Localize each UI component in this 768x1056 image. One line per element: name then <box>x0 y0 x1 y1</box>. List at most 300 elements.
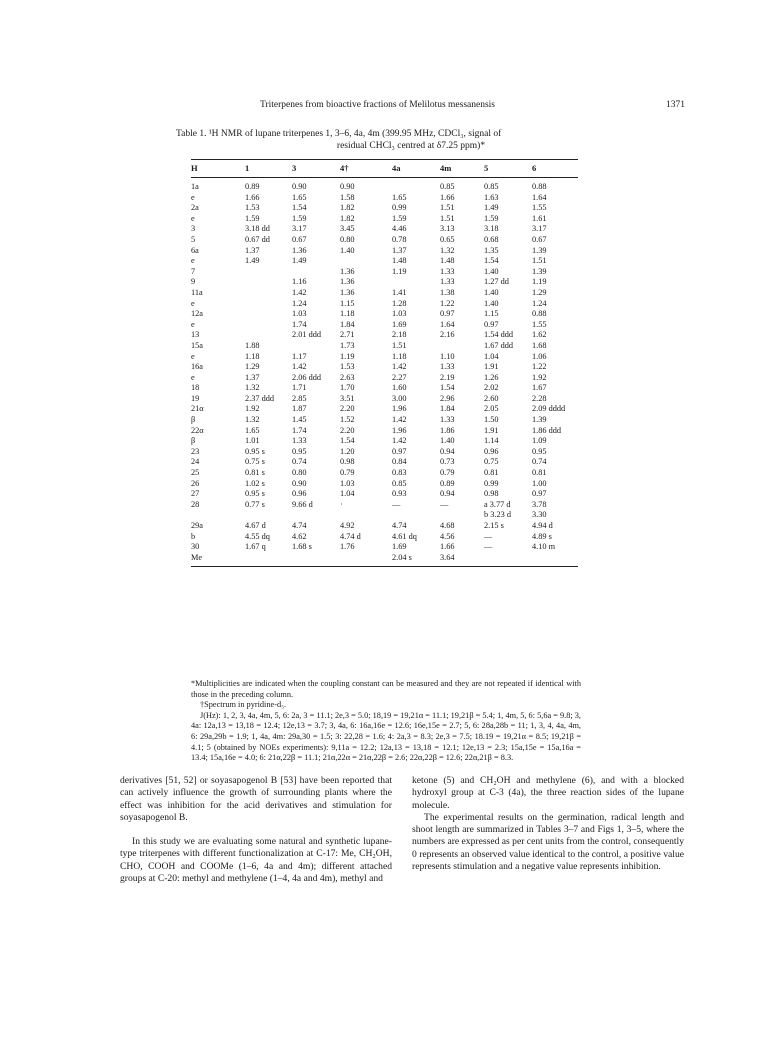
shift-cell: 1.32 <box>245 383 260 393</box>
shift-cell: 2.85 <box>292 393 307 403</box>
shift-cell: 1.49 <box>484 203 499 213</box>
shift-cell: 1.64 <box>532 192 547 202</box>
shift-cell <box>245 330 292 341</box>
shift-cell: 2.37 ddd <box>245 393 275 403</box>
shift-cell: 0.67 <box>532 234 547 244</box>
shift-cell: 0.65 <box>440 234 455 244</box>
shift-cell: 1.40 <box>484 266 499 276</box>
table-row <box>191 214 578 225</box>
shift-cell <box>292 553 340 567</box>
shift-cell: b 3.23 d <box>484 510 511 520</box>
shift-cell: 1.16 <box>292 277 307 287</box>
shift-cell: 0.97 <box>392 446 407 456</box>
shift-cell: 1.82 <box>340 203 355 213</box>
shift-cell: 1.65 <box>392 192 407 202</box>
shift-cell <box>440 341 484 352</box>
shift-cell: 1.37 <box>245 372 260 382</box>
shift-cell: 1.06 <box>532 351 547 361</box>
shift-cell <box>392 277 440 288</box>
shift-cell <box>245 299 292 310</box>
shift-cell: 1.39 <box>532 266 547 276</box>
left-column <box>120 775 392 885</box>
table-row <box>191 373 578 384</box>
shift-cell: 2.02 <box>484 383 499 393</box>
proton-label-cell: 26 <box>191 478 200 488</box>
shift-cell: 1.61 <box>532 213 547 223</box>
proton-label-cell: e <box>191 256 195 266</box>
proton-label-cell: 9 <box>191 277 196 287</box>
shift-cell: 4.68 <box>440 521 455 530</box>
table-row <box>191 246 578 257</box>
shift-cell: 1.54 <box>340 436 355 446</box>
shift-cell: 2.60 <box>484 393 499 403</box>
shift-cell <box>245 510 292 521</box>
table-row <box>191 404 578 415</box>
table-row <box>191 178 578 193</box>
shift-cell: 1.84 <box>440 404 455 414</box>
shift-cell: 1.32 <box>245 415 260 425</box>
shift-cell: 4.10 m <box>532 542 556 552</box>
shift-cell: 0.90 <box>292 478 307 488</box>
paragraph: The experimental results on the germination, radical length and shoot length are summarized in Tables 3–7 and Figs 1, 3–5, where the numbers are expressed as per cent units from the control, consequently 0 represents an observed value identical to the control, a positive value represents stimulation and a negative value represents inhibition. <box>412 811 685 873</box>
shift-cell: 1.54 ddd <box>484 330 514 340</box>
shift-cell <box>292 267 340 278</box>
shift-cell <box>392 510 440 521</box>
column-header: 3 <box>292 163 297 174</box>
footnote-multiplicities: *Multiplicities are indicated when the coupling constant can be measured and they are not repeated if identical with those in the preceding column. <box>191 679 581 699</box>
shift-cell: 1.18 <box>245 351 260 361</box>
shift-cell: 1.96 <box>392 404 407 414</box>
shift-cell: 1.51 <box>440 203 455 213</box>
shift-cell: 0.95 <box>292 446 307 456</box>
shift-cell: 1.03 <box>292 309 307 319</box>
shift-cell <box>245 320 292 331</box>
shift-cell: 1.17 <box>292 351 307 361</box>
shift-cell: 1.27 dd <box>484 277 509 287</box>
table-caption-line1: Table 1. ¹H NMR of lupane triterpenes 1, 3–6, 4a, 4m (399.95 MHz, CDCl₃, signal of <box>176 129 502 139</box>
shift-cell <box>532 553 578 567</box>
table-row <box>191 542 578 553</box>
shift-cell: 1.67 <box>532 383 547 393</box>
shift-cell: 1.55 <box>532 319 547 329</box>
table-row <box>191 532 578 543</box>
shift-cell: 1.38 <box>440 287 455 297</box>
shift-cell: — <box>484 531 493 541</box>
shift-cell: 3.18 <box>484 224 499 234</box>
shift-cell: 4.74 <box>292 521 307 530</box>
shift-cell: a 3.77 d <box>484 499 511 509</box>
shift-cell: 0.81 <box>484 468 499 478</box>
shift-cell: 1.74 <box>292 425 307 435</box>
shift-cell: 1.29 <box>532 287 547 297</box>
shift-cell: 0.75 s <box>245 457 265 467</box>
shift-cell: 1.04 <box>484 351 499 361</box>
table-caption <box>176 128 646 152</box>
shift-cell: 4.89 s <box>532 531 552 541</box>
paragraph: In this study we are evaluating some natural and synthetic lupane-type triterpenes with different functionalization at C-17: Me, CH₂OH, CHO, COOH and COOMe (1–6, 4a and 4m); different attached groups at C-20: methyl and methylene (1–4, 4a and 4m), methyl and <box>120 836 392 885</box>
shift-cell: 2.16 <box>440 330 455 340</box>
shift-cell: 1.86 <box>440 425 455 435</box>
table-row <box>191 436 578 447</box>
shift-cell: 1.45 <box>292 415 307 425</box>
shift-cell: 0.99 <box>484 478 499 488</box>
column-header: 4a <box>392 163 401 174</box>
shift-cell: 1.15 <box>484 309 499 319</box>
table-row <box>191 426 578 437</box>
shift-cell: 1.48 <box>392 256 407 266</box>
shift-cell: 4.55 dq <box>245 531 270 541</box>
shift-cell: 1.19 <box>532 277 547 287</box>
table-row <box>191 394 578 405</box>
shift-cell: 2.19 <box>440 372 455 382</box>
table-row <box>191 489 578 500</box>
shift-cell: 2.71 <box>340 330 355 340</box>
shift-cell: 1.68 <box>532 340 547 350</box>
proton-label-cell: e <box>191 351 195 361</box>
page-number: 1371 <box>666 100 685 110</box>
footnote-pyridine: †Spectrum in pyridine-d₅. <box>200 700 287 710</box>
shift-cell <box>340 510 392 521</box>
shift-cell: 1.63 <box>484 192 499 202</box>
shift-cell: 1.59 <box>392 213 407 223</box>
shift-cell: 1.51 <box>392 340 407 350</box>
shift-cell: 1.91 <box>484 425 499 435</box>
shift-cell: 1.42 <box>292 362 307 372</box>
shift-cell: 4.46 <box>392 224 407 234</box>
shift-cell: 1.68 s <box>292 542 312 552</box>
table-row <box>191 224 578 235</box>
shift-cell: 0.68 <box>484 234 499 244</box>
shift-cell: 1.64 <box>440 319 455 329</box>
table-row <box>191 267 578 278</box>
shift-cell: 1.37 <box>392 245 407 255</box>
table-header-row <box>191 160 578 178</box>
shift-cell: 1.71 <box>292 383 307 393</box>
shift-cell: 1.66 <box>440 542 455 552</box>
shift-cell: 1.18 <box>392 351 407 361</box>
table-row <box>191 330 578 341</box>
shift-cell: 0.74 <box>292 457 307 467</box>
table-row <box>191 320 578 331</box>
shift-cell <box>245 553 292 567</box>
shift-cell: 1.10 <box>440 351 455 361</box>
proton-label-cell: e <box>191 319 195 329</box>
proton-label-cell: 6a <box>191 245 199 255</box>
column-header: 4m <box>440 163 452 174</box>
shift-cell: 1.51 <box>440 213 455 223</box>
shift-cell: 2.20 <box>340 404 355 414</box>
proton-label-cell: 24 <box>191 457 200 467</box>
shift-cell: 3.51 <box>340 393 355 403</box>
shift-cell: 0.78 <box>392 234 407 244</box>
shift-cell: 0.98 <box>484 489 499 499</box>
table-row <box>191 256 578 267</box>
shift-cell: 0.73 <box>440 457 455 467</box>
proton-label-cell: 16a <box>191 362 203 372</box>
shift-cell: 1.22 <box>532 362 547 372</box>
shift-cell: 0.93 <box>392 489 407 499</box>
shift-cell: 1.59 <box>484 213 499 223</box>
shift-cell: — <box>484 542 493 552</box>
shift-cell: 1.03 <box>392 309 407 319</box>
table-row <box>191 510 578 521</box>
shift-cell: 1.00 <box>532 478 547 488</box>
paragraph: ketone (5) and CH₂OH and methylene (6), and with a blocked hydroxyl group at C-3 (4a), the three reaction sides of the lupane molecule. <box>412 775 684 811</box>
shift-cell: 2.28 <box>532 393 547 403</box>
shift-cell: 3.17 <box>292 224 307 234</box>
shift-cell: 1.54 <box>440 383 455 393</box>
shift-cell: 0.88 <box>532 309 547 319</box>
shift-cell: 2.18 <box>392 330 407 340</box>
table-row <box>191 193 578 204</box>
proton-label-cell <box>191 510 245 521</box>
proton-label-cell: b <box>191 531 196 541</box>
shift-cell: 3.64 <box>440 552 455 562</box>
shift-cell: 0.99 <box>392 203 407 213</box>
proton-label-cell: 2a <box>191 203 199 213</box>
shift-cell: 1.36 <box>292 245 307 255</box>
proton-label-cell: 15a <box>191 340 203 350</box>
proton-label-cell: e <box>191 372 195 382</box>
shift-cell: 4.94 d <box>532 521 553 530</box>
shift-cell: 0.81 s <box>245 468 265 478</box>
proton-label-cell: 25 <box>191 468 200 478</box>
shift-cell: 1.76 <box>340 542 355 552</box>
shift-cell: 1.92 <box>245 404 260 414</box>
table-row <box>191 277 578 288</box>
shift-cell: 1.67 ddd <box>484 340 514 350</box>
paragraph: derivatives [51, 52] or soyasapogenol B [53] have been reported that can actively influence the growth of surrounding plants where the effect was inhibition for the acid derivatives and stimulation for soyasapogenol B. <box>120 775 392 823</box>
shift-cell: 4.62 <box>292 531 307 541</box>
shift-cell: 1.01 <box>245 436 260 446</box>
shift-cell: 1.96 <box>392 425 407 435</box>
shift-cell: 0.79 <box>440 468 455 478</box>
shift-cell: 1.33 <box>440 415 455 425</box>
proton-label-cell: 18 <box>191 383 200 393</box>
shift-cell: 1.09 <box>532 436 547 446</box>
shift-cell: 1.51 <box>532 256 547 266</box>
table-row <box>191 521 578 532</box>
shift-cell: 1.59 <box>245 213 260 223</box>
shift-cell <box>392 178 440 193</box>
shift-cell: 0.77 s <box>245 499 265 509</box>
shift-cell: 1.33 <box>440 277 455 287</box>
shift-cell: 1.32 <box>440 245 455 255</box>
footnote-coupling-constants: J(Hz): 1, 2, 3, 4a, 4m, 5, 6: 2a, 3 = 11.1; 2e,3 = 5.0; 18,19 = 19,21α = 11.1; 19,21β = 5.4; 1, 4m, 5, 6: 5,6a = 9.8; 3, 4a: 12a,13 = 13,18 = 12.4; 12e,13 = 3.7; 3, 4a, 6: 16a,16e = 12.6; 16e,15e = 2.7; 5, 6: 28a,28b = 11; 1, 3, 4, 4a, 4m, 6: 29a,29b = 1.9; 1, 4a, 4m: 29a,30 = 1.5; 3: 22,28 = 1.6; 4: 2a,3 = 8.3; 2e,3 = 7.5; 18.19 = 19,21α = 8.5; 19,21β = 4.1; 5 (obtained by NOEs experiments): 9,11a = 12.2; 12a,13 = 13,18 = 12.1; 12e,13 = 2.3; 15a,15e = 15a,16a = 13.4; 15a,16e = 4.0; 6: 21α,22β = 11.1; 21α,22α = 21α,22β = 2.6; 22α,22β = 12.6; 22α,21β = 8.3. <box>191 710 581 763</box>
proton-label-cell: 1a <box>191 182 199 191</box>
shift-cell: 2.63 <box>340 372 355 382</box>
column-header: 1 <box>245 163 250 174</box>
running-head-title: Triterpenes from bioactive fractions of Melilotus messanensis <box>260 100 495 110</box>
table-row <box>191 415 578 426</box>
shift-cell: 1.69 <box>392 319 407 329</box>
shift-cell <box>340 256 392 267</box>
shift-cell: 1.19 <box>340 351 355 361</box>
shift-cell: 0.74 <box>532 457 547 467</box>
shift-cell: 0.83 <box>392 468 407 478</box>
shift-cell: 0.94 <box>440 489 455 499</box>
shift-cell: 1.35 <box>484 245 499 255</box>
table-row <box>191 352 578 363</box>
shift-cell: 1.66 <box>245 192 260 202</box>
proton-label-cell: 29a <box>191 521 203 530</box>
shift-cell: 1.24 <box>532 298 547 308</box>
shift-cell: 1.65 <box>245 425 260 435</box>
shift-cell: 0.80 <box>292 468 307 478</box>
shift-cell: 1.53 <box>340 362 355 372</box>
shift-cell: 4.61 dq <box>392 531 417 541</box>
shift-cell: 1.36 <box>340 287 355 297</box>
shift-cell: 4.56 <box>440 531 455 541</box>
shift-cell: 2.20 <box>340 425 355 435</box>
shift-cell: 1.48 <box>440 256 455 266</box>
shift-cell: 1.62 <box>532 330 547 340</box>
shift-cell: 1.39 <box>532 245 547 255</box>
shift-cell: 0.95 s <box>245 489 265 499</box>
shift-cell: 0.97 <box>440 309 455 319</box>
column-header: H <box>191 163 198 174</box>
proton-label-cell: 30 <box>191 542 200 552</box>
shift-cell: 0.98 <box>340 457 355 467</box>
table-footnotes <box>191 679 581 764</box>
column-header: 6 <box>532 163 537 174</box>
nmr-table <box>191 159 578 567</box>
shift-cell: 0.97 <box>532 489 547 499</box>
table-row <box>191 203 578 214</box>
table-body <box>191 178 578 567</box>
shift-cell: 1.73 <box>340 340 355 350</box>
proton-label-cell: 11a <box>191 287 203 297</box>
shift-cell: 1.58 <box>340 192 355 202</box>
shift-cell: 0.80 <box>340 234 355 244</box>
shift-cell: 1.22 <box>440 298 455 308</box>
table-row <box>191 500 578 511</box>
shift-cell: 3.13 <box>440 224 455 234</box>
shift-cell: 1.15 <box>340 298 355 308</box>
shift-cell: 1.87 <box>292 404 307 414</box>
shift-cell: 1.66 <box>440 192 455 202</box>
shift-cell: 4.92 <box>340 521 355 530</box>
shift-cell: · <box>340 499 343 509</box>
shift-cell: 1.92 <box>532 372 547 382</box>
shift-cell: 2.09 dddd <box>532 404 566 414</box>
shift-cell: 3.78 <box>532 499 547 509</box>
column-header: 5 <box>484 163 489 174</box>
shift-cell: 0.79 <box>340 468 355 478</box>
shift-cell: 0.90 <box>340 182 355 191</box>
table-row <box>191 299 578 310</box>
shift-cell: 0.95 s <box>245 446 265 456</box>
proton-label-cell: e <box>191 298 195 308</box>
table-row <box>191 457 578 468</box>
shift-cell: 1.42 <box>292 287 307 297</box>
shift-cell: — <box>392 499 401 509</box>
shift-cell: 1.70 <box>340 383 355 393</box>
shift-cell: 2.15 s <box>484 521 504 530</box>
shift-cell: 1.42 <box>392 415 407 425</box>
shift-cell: — <box>440 499 449 509</box>
shift-cell: 1.33 <box>440 266 455 276</box>
table-row <box>191 309 578 320</box>
shift-cell: 1.40 <box>340 245 355 255</box>
proton-label-cell: Me <box>191 552 203 562</box>
shift-cell: 2.05 <box>484 404 499 414</box>
shift-cell: 1.37 <box>245 245 260 255</box>
proton-label-cell: e <box>191 192 195 202</box>
shift-cell: 0.95 <box>532 446 547 456</box>
shift-cell: 0.94 <box>440 446 455 456</box>
shift-cell: 1.14 <box>484 436 499 446</box>
shift-cell: 1.59 <box>292 213 307 223</box>
proton-label-cell: 12a <box>191 309 203 319</box>
table-header <box>191 160 578 178</box>
shift-cell: 1.40 <box>440 436 455 446</box>
shift-cell: 1.36 <box>340 266 355 276</box>
shift-cell: 3.18 dd <box>245 224 270 234</box>
right-column <box>412 775 684 873</box>
table-row <box>191 479 578 490</box>
shift-cell: 1.49 <box>292 256 307 266</box>
shift-cell <box>245 267 292 278</box>
shift-cell: 0.75 <box>484 457 499 467</box>
table-row <box>191 468 578 479</box>
shift-cell: 1.39 <box>532 415 547 425</box>
shift-cell: 4.74 <box>392 521 407 530</box>
table-row <box>191 362 578 373</box>
shift-cell: 1.18 <box>340 309 355 319</box>
shift-cell: 1.54 <box>484 256 499 266</box>
shift-cell <box>340 553 392 567</box>
shift-cell: 0.89 <box>245 182 260 191</box>
shift-cell: 1.29 <box>245 362 260 372</box>
proton-label-cell: β <box>191 415 196 425</box>
shift-cell: 1.42 <box>392 436 407 446</box>
shift-cell: 1.88 <box>245 340 260 350</box>
shift-cell <box>245 288 292 299</box>
shift-cell: 1.04 <box>340 489 355 499</box>
shift-cell: 0.85 <box>440 182 455 191</box>
shift-cell: 1.40 <box>484 298 499 308</box>
shift-cell: 1.33 <box>292 436 307 446</box>
shift-cell: 1.33 <box>440 362 455 372</box>
shift-cell: 1.91 <box>484 362 499 372</box>
shift-cell: 2.04 s <box>392 552 412 562</box>
shift-cell: 1.55 <box>532 203 547 213</box>
table-row <box>191 383 578 394</box>
table-row <box>191 288 578 299</box>
shift-cell: 0.96 <box>292 489 307 499</box>
shift-cell: 1.40 <box>484 287 499 297</box>
shift-cell <box>245 277 292 288</box>
shift-cell: 1.49 <box>245 256 260 266</box>
shift-cell: 0.96 <box>484 446 499 456</box>
shift-cell: 3.30 <box>532 510 547 520</box>
shift-cell: 1.54 <box>292 203 307 213</box>
shift-cell: 0.67 <box>292 234 307 244</box>
proton-label-cell: 19 <box>191 393 200 403</box>
shift-cell <box>440 510 484 521</box>
proton-label-cell: e <box>191 213 195 223</box>
shift-cell <box>245 309 292 320</box>
shift-cell: 1.42 <box>392 362 407 372</box>
shift-cell: 1.86 ddd <box>532 425 562 435</box>
proton-label-cell: 23 <box>191 446 200 456</box>
table-row <box>191 447 578 458</box>
shift-cell: 4.74 d <box>340 531 361 541</box>
table-caption-line2: residual CHCl₃ centred at δ7.25 ppm)* <box>336 141 486 151</box>
shift-cell: 1.36 <box>340 277 355 287</box>
shift-cell: 1.52 <box>340 415 355 425</box>
